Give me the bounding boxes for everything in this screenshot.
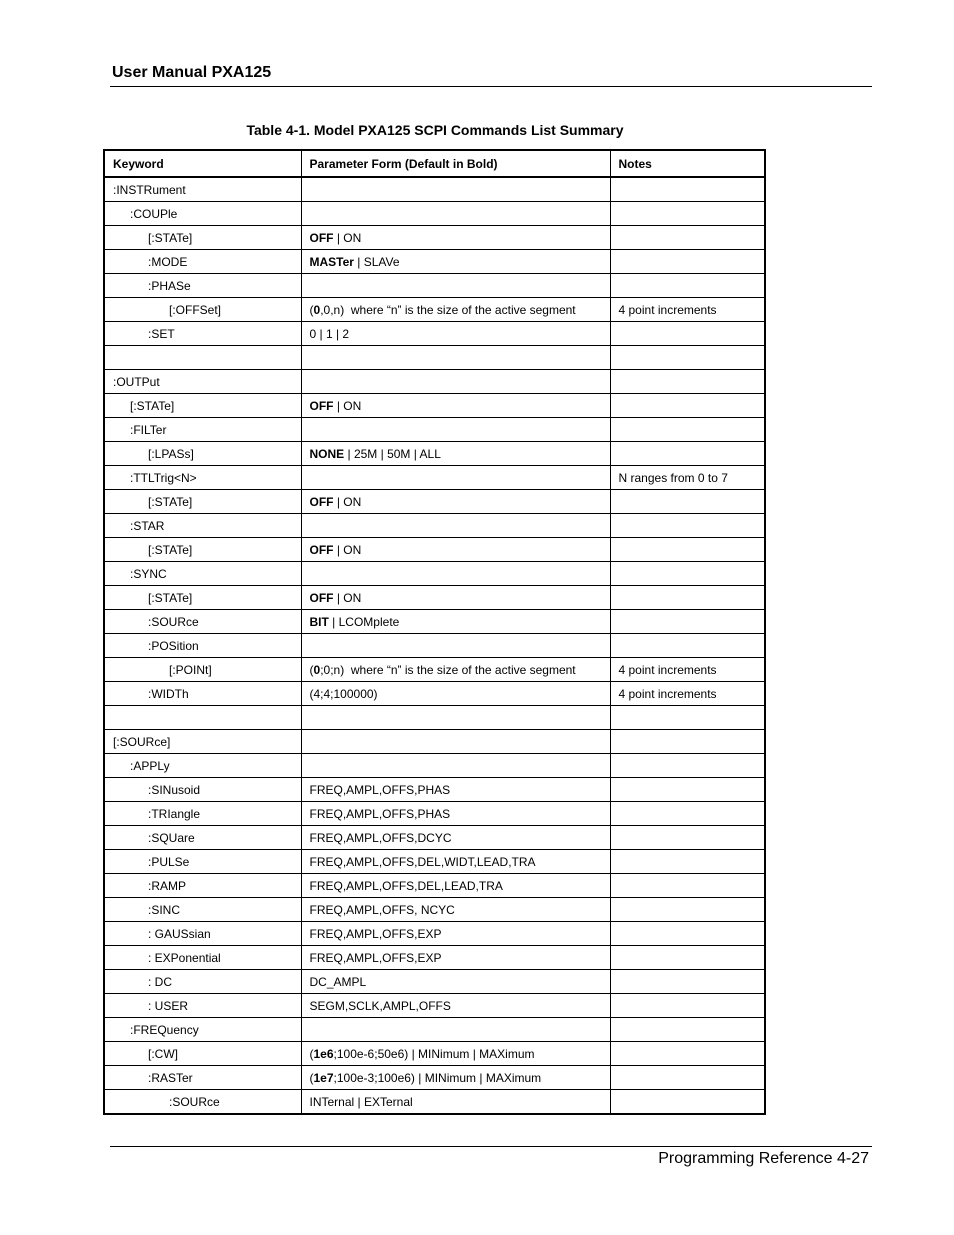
table-row	[104, 442, 765, 466]
parameter-cell	[301, 1018, 610, 1042]
parameter-options: | ON	[333, 398, 362, 413]
keyword-cell: [:POINt]	[104, 658, 301, 682]
parameter-options: ;100e-3;100e6) | MINimum | MAXimum	[333, 1070, 542, 1085]
header-divider	[110, 86, 872, 87]
notes-cell	[610, 250, 765, 274]
keyword-cell: :SET	[104, 322, 301, 346]
keyword-cell: :MODE	[104, 250, 301, 274]
parameter-options: FREQ,AMPL,OFFS,DEL,LEAD,TRA	[309, 878, 503, 893]
table-row	[104, 730, 765, 754]
keyword-cell: :WIDTh	[104, 682, 301, 706]
parameter-options: | SLAVe	[353, 254, 400, 269]
notes-cell	[610, 418, 765, 442]
table-row	[104, 898, 765, 922]
parameter-cell	[301, 730, 610, 754]
parameter-options: (4;4;100000)	[309, 686, 378, 701]
parameter-options: ;100e-6;50e6) | MINimum | MAXimum	[333, 1046, 535, 1061]
keyword-cell: : EXPonential	[104, 946, 301, 970]
notes-cell	[610, 538, 765, 562]
notes-cell	[610, 514, 765, 538]
footer-divider	[110, 1146, 872, 1147]
parameter-default: NONE	[309, 446, 345, 461]
parameter-options: | 25M | 50M | ALL	[344, 446, 441, 461]
notes-cell	[610, 946, 765, 970]
keyword-cell: :RASTer	[104, 1066, 301, 1090]
scpi-commands-table	[103, 149, 766, 1115]
table-row	[104, 177, 765, 202]
table-row	[104, 490, 765, 514]
keyword-cell: :PULSe	[104, 850, 301, 874]
parameter-options: INTernal | EXTernal	[309, 1094, 413, 1109]
parameter-prefix: (	[309, 1070, 314, 1085]
keyword-cell: :OUTPut	[104, 370, 301, 394]
column-header-notes: Notes	[610, 150, 765, 177]
table-row	[104, 322, 765, 346]
parameter-default: OFF	[309, 494, 334, 509]
parameter-cell	[301, 466, 610, 490]
table-row	[104, 202, 765, 226]
keyword-cell: [:STATe]	[104, 490, 301, 514]
parameter-prefix: (	[309, 662, 314, 677]
parameter-prefix: (	[309, 302, 314, 317]
parameter-cell	[301, 970, 610, 994]
parameter-cell	[301, 922, 610, 946]
parameter-cell	[301, 370, 610, 394]
table-row	[104, 298, 765, 322]
keyword-cell: [:STATe]	[104, 538, 301, 562]
parameter-cell	[301, 538, 610, 562]
notes-cell	[610, 922, 765, 946]
parameter-cell	[301, 754, 610, 778]
parameter-cell	[301, 322, 610, 346]
column-header-keyword: Keyword	[104, 150, 301, 177]
keyword-cell: :STAR	[104, 514, 301, 538]
notes-cell: 4 point increments	[610, 298, 765, 322]
table-row	[104, 802, 765, 826]
notes-cell	[610, 850, 765, 874]
notes-cell	[610, 778, 765, 802]
parameter-cell	[301, 610, 610, 634]
keyword-cell: :APPLy	[104, 754, 301, 778]
notes-cell	[610, 706, 765, 730]
table-row	[104, 682, 765, 706]
keyword-cell: [:OFFSet]	[104, 298, 301, 322]
notes-cell: N ranges from 0 to 7	[610, 466, 765, 490]
keyword-cell: :SOURce	[104, 1090, 301, 1115]
notes-cell	[610, 322, 765, 346]
parameter-default: OFF	[309, 542, 334, 557]
table-row	[104, 346, 765, 370]
notes-cell	[610, 754, 765, 778]
keyword-cell: : GAUSsian	[104, 922, 301, 946]
table-row	[104, 1090, 765, 1115]
table-row	[104, 370, 765, 394]
table-header-row	[104, 150, 765, 177]
column-header-parameter-form: Parameter Form (Default in Bold)	[301, 150, 610, 177]
notes-cell	[610, 177, 765, 202]
notes-cell	[610, 202, 765, 226]
parameter-options: FREQ,AMPL,OFFS,EXP	[309, 950, 442, 965]
table-row	[104, 586, 765, 610]
notes-cell	[610, 826, 765, 850]
keyword-cell: [:LPASs]	[104, 442, 301, 466]
parameter-default: MASTer	[309, 254, 354, 269]
parameter-options: | LCOMplete	[328, 614, 400, 629]
table-row	[104, 1042, 765, 1066]
table-row	[104, 274, 765, 298]
table-row	[104, 538, 765, 562]
table-row	[104, 394, 765, 418]
parameter-cell	[301, 778, 610, 802]
parameter-options: FREQ,AMPL,OFFS,DEL,WIDT,LEAD,TRA	[309, 854, 536, 869]
table-row	[104, 514, 765, 538]
parameter-cell	[301, 514, 610, 538]
parameter-cell	[301, 274, 610, 298]
keyword-cell: :SQUare	[104, 826, 301, 850]
parameter-cell	[301, 874, 610, 898]
parameter-cell	[301, 490, 610, 514]
parameter-options: FREQ,AMPL,OFFS,EXP	[309, 926, 442, 941]
table-row	[104, 826, 765, 850]
notes-cell: 4 point increments	[610, 658, 765, 682]
parameter-default: OFF	[309, 590, 334, 605]
parameter-cell	[301, 298, 610, 322]
table-row	[104, 226, 765, 250]
notes-cell	[610, 874, 765, 898]
parameter-default: BIT	[309, 614, 329, 629]
parameter-default: OFF	[309, 230, 334, 245]
notes-cell	[610, 562, 765, 586]
notes-cell	[610, 274, 765, 298]
parameter-options: DC_AMPL	[309, 974, 367, 989]
parameter-default: OFF	[309, 398, 334, 413]
keyword-cell: :SYNC	[104, 562, 301, 586]
table-row	[104, 778, 765, 802]
notes-cell	[610, 1090, 765, 1115]
keyword-cell: :POSition	[104, 634, 301, 658]
keyword-cell: [:SOURce]	[104, 730, 301, 754]
keyword-cell: :SINC	[104, 898, 301, 922]
keyword-cell: :SINusoid	[104, 778, 301, 802]
notes-cell	[610, 970, 765, 994]
keyword-cell: [:STATe]	[104, 226, 301, 250]
notes-cell	[610, 634, 765, 658]
parameter-cell	[301, 826, 610, 850]
parameter-options: | ON	[333, 494, 362, 509]
table-row	[104, 706, 765, 730]
table-body	[104, 177, 765, 1114]
parameter-options: FREQ,AMPL,OFFS,DCYC	[309, 830, 452, 845]
parameter-options: | ON	[333, 590, 362, 605]
keyword-cell: :RAMP	[104, 874, 301, 898]
parameter-prefix: (	[309, 1046, 314, 1061]
table-row	[104, 562, 765, 586]
notes-cell	[610, 610, 765, 634]
notes-cell	[610, 226, 765, 250]
table-row	[104, 466, 765, 490]
keyword-cell: :SOURce	[104, 610, 301, 634]
footer-page-reference: Programming Reference 4-27	[658, 1150, 869, 1167]
notes-cell	[610, 730, 765, 754]
table-row	[104, 922, 765, 946]
keyword-cell: [:CW]	[104, 1042, 301, 1066]
keyword-cell: : DC	[104, 970, 301, 994]
parameter-cell	[301, 394, 610, 418]
parameter-options: FREQ,AMPL,OFFS, NCYC	[309, 902, 455, 917]
notes-cell	[610, 802, 765, 826]
notes-cell	[610, 586, 765, 610]
keyword-cell: [:STATe]	[104, 394, 301, 418]
notes-cell	[610, 1042, 765, 1066]
parameter-options: SEGM,SCLK,AMPL,OFFS	[309, 998, 451, 1013]
keyword-cell: : USER	[104, 994, 301, 1018]
keyword-cell: :PHASe	[104, 274, 301, 298]
notes-cell	[610, 442, 765, 466]
keyword-cell: [:STATe]	[104, 586, 301, 610]
table-row	[104, 658, 765, 682]
parameter-cell	[301, 562, 610, 586]
notes-cell	[610, 370, 765, 394]
document-header-title: User Manual PXA125	[112, 64, 272, 81]
keyword-cell	[104, 346, 301, 370]
table-row	[104, 250, 765, 274]
parameter-cell	[301, 1042, 610, 1066]
notes-cell: 4 point increments	[610, 682, 765, 706]
table-row	[104, 418, 765, 442]
parameter-cell	[301, 226, 610, 250]
parameter-options: 0 | 1 | 2	[309, 326, 350, 341]
parameter-options: FREQ,AMPL,OFFS,PHAS	[309, 806, 451, 821]
table-row	[104, 970, 765, 994]
table-row	[104, 1018, 765, 1042]
parameter-options: ,0,n) where “n” is the size of the active segment	[320, 302, 576, 317]
keyword-cell	[104, 706, 301, 730]
parameter-options: ;0;n) where “n” is the size of the active segment	[320, 662, 576, 677]
notes-cell	[610, 394, 765, 418]
parameter-cell	[301, 946, 610, 970]
table-row	[104, 754, 765, 778]
parameter-cell	[301, 658, 610, 682]
parameter-cell	[301, 682, 610, 706]
notes-cell	[610, 346, 765, 370]
table-caption: Table 4-1. Model PXA125 SCPI Commands List Summary	[246, 122, 624, 138]
keyword-cell: :COUPle	[104, 202, 301, 226]
notes-cell	[610, 994, 765, 1018]
parameter-default: 1e6	[313, 1046, 334, 1061]
parameter-cell	[301, 442, 610, 466]
notes-cell	[610, 490, 765, 514]
parameter-cell	[301, 1090, 610, 1115]
parameter-cell	[301, 634, 610, 658]
keyword-cell: :FILTer	[104, 418, 301, 442]
keyword-cell: :TTLTrig<N>	[104, 466, 301, 490]
table-row	[104, 634, 765, 658]
parameter-default: 1e7	[313, 1070, 334, 1085]
parameter-cell	[301, 898, 610, 922]
parameter-cell	[301, 850, 610, 874]
keyword-cell: :TRIangle	[104, 802, 301, 826]
parameter-cell	[301, 994, 610, 1018]
parameter-cell	[301, 802, 610, 826]
parameter-cell	[301, 346, 610, 370]
table-row	[104, 850, 765, 874]
parameter-cell	[301, 706, 610, 730]
parameter-options: | ON	[333, 230, 362, 245]
parameter-cell	[301, 177, 610, 202]
table-row	[104, 946, 765, 970]
table-row	[104, 874, 765, 898]
table-row	[104, 610, 765, 634]
parameter-default: 0	[313, 662, 321, 677]
table-row	[104, 994, 765, 1018]
notes-cell	[610, 1066, 765, 1090]
parameter-options: | ON	[333, 542, 362, 557]
parameter-cell	[301, 1066, 610, 1090]
notes-cell	[610, 1018, 765, 1042]
parameter-cell	[301, 250, 610, 274]
keyword-cell: :INSTRument	[104, 177, 301, 202]
parameter-options: FREQ,AMPL,OFFS,PHAS	[309, 782, 451, 797]
parameter-cell	[301, 202, 610, 226]
keyword-cell: :FREQuency	[104, 1018, 301, 1042]
table-row	[104, 1066, 765, 1090]
parameter-cell	[301, 586, 610, 610]
parameter-default: 0	[313, 302, 321, 317]
parameter-cell	[301, 418, 610, 442]
notes-cell	[610, 898, 765, 922]
